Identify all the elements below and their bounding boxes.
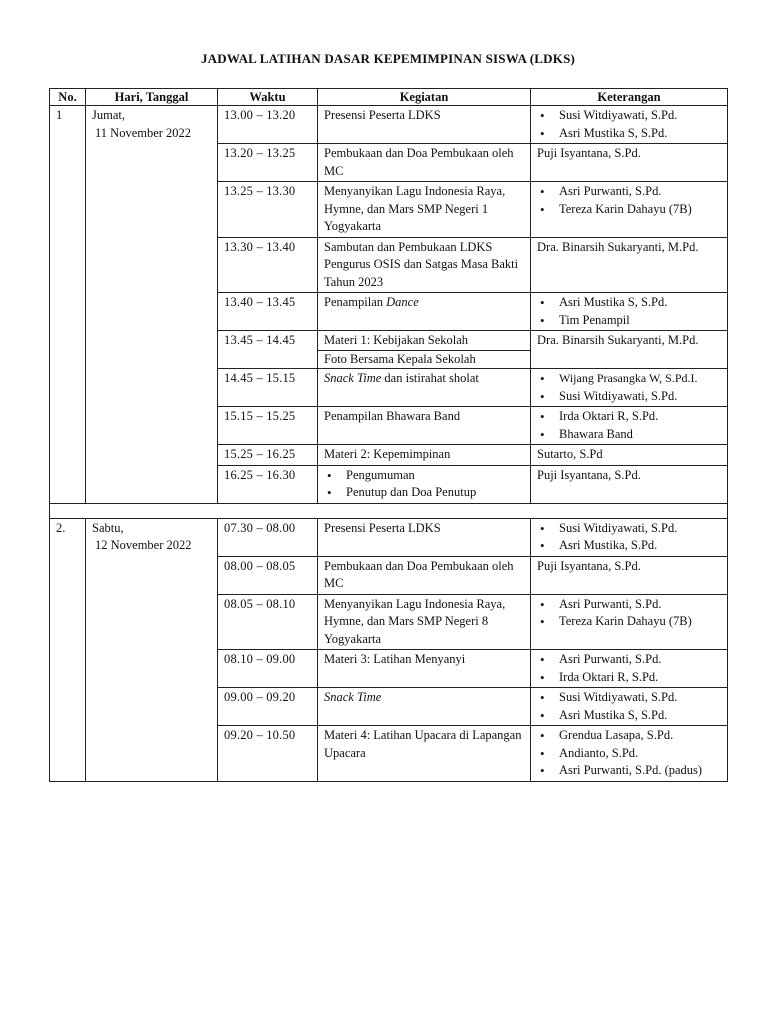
day2-day [86, 518, 218, 781]
note-item: • Susi Witdiyawati, S.Pd. [537, 520, 722, 538]
activity-text: Foto Bersama Kepala Sekolah [318, 350, 530, 369]
document-title: JADWAL LATIHAN DASAR KEPEMIMPINAN SISWA (LDKS) [200, 51, 576, 66]
day1-date: 11 November 2022 [95, 125, 192, 140]
note-item: • Asri Mustika S, S.Pd. [537, 294, 722, 312]
activity-cell: Presensi Peserta LDKS [318, 518, 531, 556]
note-item: • Susi Witdiyawati, S.Pd. [537, 388, 722, 406]
table-row [50, 106, 728, 144]
time-cell: 09.20 – 10.50 [218, 726, 318, 782]
activity-cell: Menyanyikan Lagu Indonesia Raya, Hymne, dan Mars SMP Negeri 1 Yogyakarta [318, 182, 531, 238]
activity-cell: Presensi Peserta LDKS [318, 106, 531, 144]
note-cell [531, 106, 728, 144]
activity-text: dan istirahat sholat [381, 371, 479, 385]
activity-cell: Materi 2: Kepemimpinan [318, 445, 531, 466]
header-activity: Kegiatan [318, 89, 531, 106]
note-cell: Sutarto, S.Pd [531, 445, 728, 466]
note-cell: Dra. Binarsih Sukaryanti, M.Pd. [531, 237, 728, 293]
note-cell [531, 650, 728, 688]
time-cell: 15.25 – 16.25 [218, 445, 318, 466]
activity-cell [318, 331, 531, 369]
day2-day-name: Sabtu, [92, 520, 124, 535]
day1-day-name: Jumat, [92, 108, 125, 122]
header-day: Hari, Tanggal [86, 89, 218, 106]
note-item: • Wijang Prasangka W, S.Pd.I. [537, 370, 722, 388]
note-item: • Asri Mustika S, S.Pd. [537, 707, 722, 725]
schedule-table [49, 88, 728, 782]
header-time: Waktu [218, 89, 318, 106]
activity-item: • Penutup dan Doa Penutup [324, 484, 525, 502]
note-item: • Tereza Karin Dahayu (7B) [537, 613, 722, 631]
spacer-cell [50, 503, 728, 518]
spacer-row [50, 503, 728, 518]
time-cell: 14.45 – 15.15 [218, 369, 318, 407]
note-cell [531, 407, 728, 445]
note-item: • Asri Purwanti, S.Pd. [537, 596, 722, 614]
note-cell [531, 726, 728, 782]
activity-cell: Pembukaan dan Doa Pembukaan oleh MC [318, 556, 531, 594]
time-cell: 13.20 – 13.25 [218, 144, 318, 182]
note-item: • Tim Penampil [537, 312, 722, 330]
note-item: • Grendua Lasapa, S.Pd. [537, 727, 722, 745]
activity-cell: Sambutan dan Pembukaan LDKS Pengurus OSIS dan Satgas Masa Bakti Tahun 2023 [318, 237, 531, 293]
time-cell: 13.40 – 13.45 [218, 293, 318, 331]
activity-cell: Menyanyikan Lagu Indonesia Raya, Hymne, dan Mars SMP Negeri 8 Yogyakarta [318, 594, 531, 650]
note-cell [531, 594, 728, 650]
note-item: • Tereza Karin Dahayu (7B) [537, 201, 722, 219]
note-cell: Puji Isyantana, S.Pd. [531, 144, 728, 182]
time-cell: 09.00 – 09.20 [218, 688, 318, 726]
note-item: • Asri Purwanti, S.Pd. (padus) [537, 762, 722, 780]
time-cell: 07.30 – 08.00 [218, 518, 318, 556]
activity-cell: Pembukaan dan Doa Pembukaan oleh MC [318, 144, 531, 182]
day2-no: 2. [50, 518, 86, 781]
note-item: • Asri Purwanti, S.Pd. [537, 183, 722, 201]
table-row [50, 518, 728, 556]
activity-text: Materi 1: Kebijakan Sekolah [324, 333, 469, 347]
time-cell: 08.10 – 09.00 [218, 650, 318, 688]
note-cell [531, 518, 728, 556]
note-cell: Puji Isyantana, S.Pd. [531, 465, 728, 503]
time-cell: 13.25 – 13.30 [218, 182, 318, 238]
day1-day [86, 106, 218, 504]
note-item: • Susi Witdiyawati, S.Pd. [537, 689, 722, 707]
note-item: • Asri Purwanti, S.Pd. [537, 651, 722, 669]
note-cell: Puji Isyantana, S.Pd. [531, 556, 728, 594]
activity-cell [318, 465, 531, 503]
header-no: No. [50, 89, 86, 106]
time-cell: 13.45 – 14.45 [218, 331, 318, 369]
activity-cell: Penampilan Bhawara Band [318, 407, 531, 445]
activity-cell [318, 369, 531, 407]
time-cell: 08.05 – 08.10 [218, 594, 318, 650]
note-cell [531, 688, 728, 726]
header-note: Keterangan [531, 89, 728, 106]
activity-text-italic: Dance [386, 295, 419, 309]
time-cell: 08.00 – 08.05 [218, 556, 318, 594]
activity-text: Penampilan [324, 295, 387, 309]
note-cell [531, 182, 728, 238]
note-cell [531, 369, 728, 407]
time-cell: 13.00 – 13.20 [218, 106, 318, 144]
time-cell: 15.15 – 15.25 [218, 407, 318, 445]
note-item: • Irda Oktari R, S.Pd. [537, 669, 722, 687]
note-item: • Andianto, S.Pd. [537, 745, 722, 763]
day1-no: 1 [50, 106, 86, 504]
note-item: • Bhawara Band [537, 426, 722, 444]
activity-cell: Snack Time [318, 688, 531, 726]
header-row [50, 89, 728, 106]
activity-cell [318, 293, 531, 331]
activity-text-italic: Snack Time [324, 371, 382, 385]
note-cell [531, 293, 728, 331]
note-item: • Asri Mustika S, S.Pd. [537, 125, 722, 143]
note-item: • Susi Witdiyawati, S.Pd. [537, 107, 722, 125]
activity-cell: Materi 3: Latihan Menyanyi [318, 650, 531, 688]
time-cell: 16.25 – 16.30 [218, 465, 318, 503]
day2-date: 12 November 2022 [95, 538, 192, 552]
activity-item: • Pengumuman [324, 467, 525, 485]
time-cell: 13.30 – 13.40 [218, 237, 318, 293]
note-item: • Irda Oktari R, S.Pd. [537, 408, 722, 426]
note-cell: Dra. Binarsih Sukaryanti, M.Pd. [531, 331, 728, 369]
activity-cell: Materi 4: Latihan Upacara di Lapangan Upacara [318, 726, 531, 782]
note-item: • Asri Mustika, S.Pd. [537, 537, 722, 555]
